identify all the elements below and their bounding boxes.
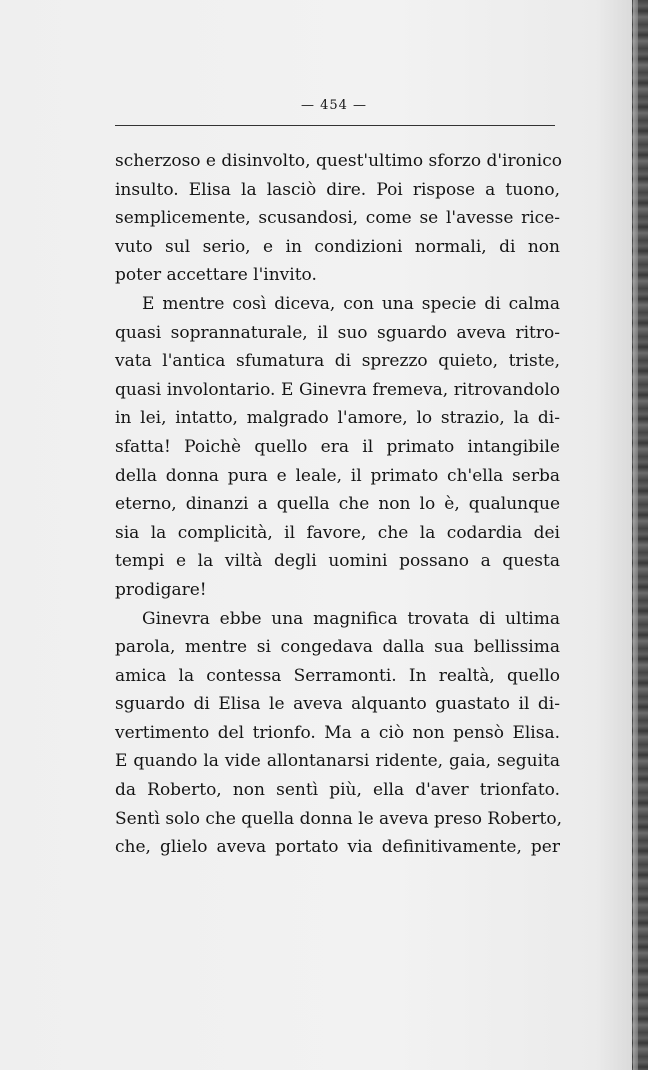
text-line: poter accettare l'invito.: [115, 265, 317, 286]
text-line: Ginevra ebbe una magnifica trovata di ultima: [142, 608, 560, 629]
text-line: tempi e la viltà degli uomini possano a questa: [115, 551, 560, 572]
text-line: sguardo di Elisa le aveva alquanto guastato il di-: [115, 694, 560, 715]
text-line: da Roberto, non sentì più, ella d'aver trionfato.: [115, 780, 560, 801]
text-line: che, glielo aveva portato via definitivamente, per: [115, 837, 560, 858]
text-line: della donna pura e leale, il primato ch'ella serba: [115, 465, 560, 486]
text-line: Sentì solo che quella donna le aveva preso Roberto,: [115, 808, 563, 829]
text-line: scherzoso e disinvolto, quest'ultimo sforzo d'ironico: [115, 151, 562, 171]
text-line: vata l'antica sfumatura di sprezzo quieto, triste,: [115, 351, 560, 372]
text-line: quasi soprannaturale, il suo sguardo aveva ritro-: [115, 322, 560, 343]
text-line: prodigare!: [115, 579, 207, 600]
text-line: sfatta! Poichè quello era il primato intangibile: [115, 436, 560, 457]
page-number: — 454 —: [300, 98, 368, 113]
body-text: [115, 147, 563, 862]
text-line: amica la contessa Serramonti. In realtà, quello: [115, 665, 560, 686]
text-line: vertimento del trionfo. Ma a ciò non pensò Elisa.: [115, 722, 560, 743]
text-line: E mentre così diceva, con una specie di calma: [142, 293, 560, 314]
text-line: vuto sul serio, e in condizioni normali, di non: [115, 236, 560, 257]
text-line: eterno, dinanzi a quella che non lo è, qualunque: [115, 494, 560, 515]
text-line: sia la complicità, il favore, che la codardia dei: [115, 522, 560, 543]
text-line: in lei, intatto, malgrado l'amore, lo strazio, la di-: [115, 408, 560, 429]
header-rule: [115, 125, 555, 126]
text-line: parola, mentre si congedava dalla sua bellissima: [115, 637, 560, 658]
text-line: insulto. Elisa la lasciò dire. Poi rispose a tuono,: [115, 179, 560, 200]
text-line: E quando la vide allontanarsi ridente, gaia, seguita: [115, 751, 560, 772]
page-edge-shadow: [633, 0, 638, 1070]
text-line: quasi involontario. E Ginevra fremeva, ritrovandolo: [115, 379, 560, 400]
text-line: semplicemente, scusandosi, come se l'avesse rice-: [115, 208, 560, 229]
